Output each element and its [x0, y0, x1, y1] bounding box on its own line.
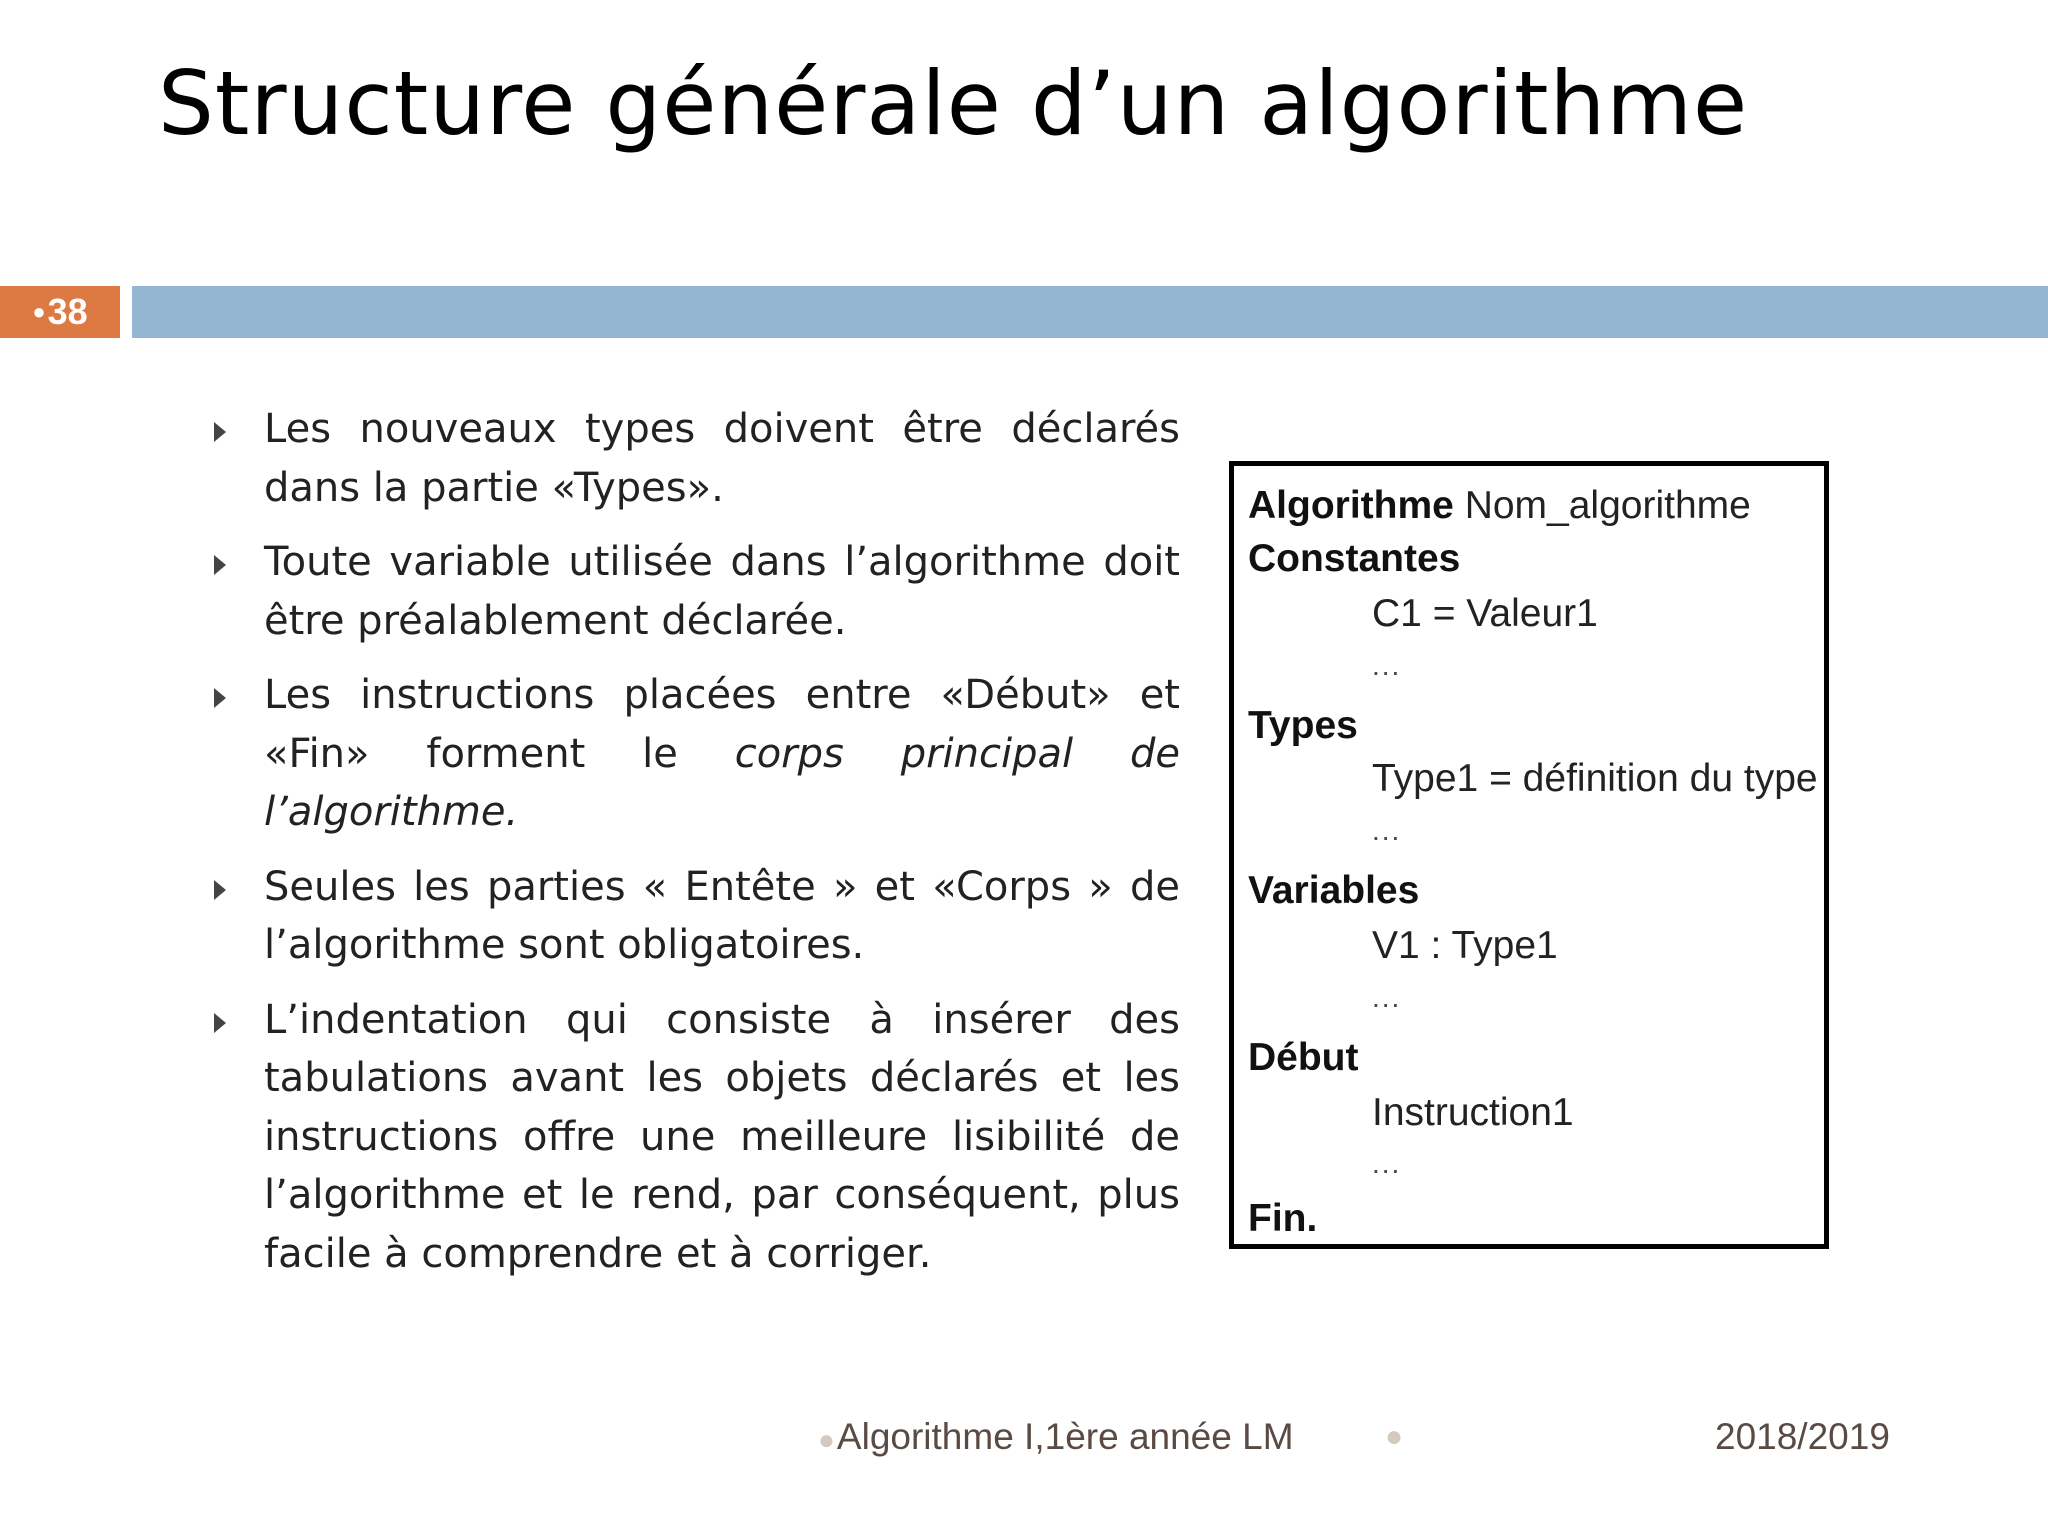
footer-separator: ●	[1385, 1420, 1404, 1453]
bullet-item	[200, 533, 1180, 650]
bullet-text: Les nouveaux types doivent être déclarés dans la partie «Types».	[264, 406, 1180, 511]
footer-course-text: Algorithme I,1ère année LM	[836, 1416, 1294, 1457]
triangle-bullet-icon	[214, 688, 226, 708]
footer-course	[818, 1416, 1294, 1458]
variable-line: V1 : Type1	[1372, 924, 1558, 967]
bullet-text: Seules les parties « Entête » et «Corps » de l’algorithme sont obligatoires.	[264, 863, 1180, 968]
debut-keyword: Début	[1248, 1036, 1359, 1079]
ellipsis: ...	[1372, 982, 1402, 1013]
footer-bullet: ●	[818, 1424, 835, 1455]
variables-keyword: Variables	[1248, 869, 1420, 912]
algorithme-name: Nom_algorithme	[1464, 484, 1751, 527]
bullet-text: Les instructions placées entre «Début» et «Fin» forment le	[264, 672, 1180, 777]
bullet-item	[200, 991, 1180, 1284]
slide-number-bullet: ●	[32, 299, 46, 324]
triangle-bullet-icon	[214, 422, 226, 442]
header-bar	[132, 286, 2048, 338]
slide-number: 38	[47, 291, 88, 332]
constantes-keyword: Constantes	[1248, 537, 1461, 580]
slide-title: Structure générale d’un algorithme	[158, 52, 1749, 155]
bullet-list	[200, 400, 1180, 1299]
triangle-bullet-icon	[214, 555, 226, 575]
fin-keyword: Fin.	[1248, 1197, 1318, 1240]
type-line: Type1 = définition du type	[1372, 757, 1818, 800]
algorithm-structure-box	[1229, 461, 1829, 1249]
bullet-text: L’indentation qui consiste à insérer des tabulations avant les objets déclarés et les instructions offre une meilleure lisibilité de l’algorithme et le rend, par conséquent, plus facile à comprendre et à corriger.	[264, 996, 1180, 1277]
ellipsis: ...	[1372, 1148, 1402, 1179]
algorithme-line	[1248, 486, 1751, 526]
algorithme-keyword: Algorithme	[1248, 484, 1454, 527]
bullet-item	[200, 400, 1180, 517]
triangle-bullet-icon	[214, 1013, 226, 1033]
types-keyword: Types	[1248, 704, 1358, 747]
constant-line: C1 = Valeur1	[1372, 592, 1598, 635]
bullet-text: Toute variable utilisée dans l’algorithme doit être préalablement déclarée.	[264, 539, 1180, 644]
instruction-line: Instruction1	[1372, 1091, 1574, 1134]
bullet-item	[200, 858, 1180, 975]
bullet-text-italic: corps principal de l’algorithme.	[264, 730, 1180, 835]
triangle-bullet-icon	[214, 880, 226, 900]
slide-number-badge	[0, 286, 120, 338]
ellipsis: ...	[1372, 650, 1402, 681]
footer-year: 2018/2019	[1715, 1416, 1890, 1457]
ellipsis: ...	[1372, 815, 1402, 846]
bullet-item	[200, 666, 1180, 842]
